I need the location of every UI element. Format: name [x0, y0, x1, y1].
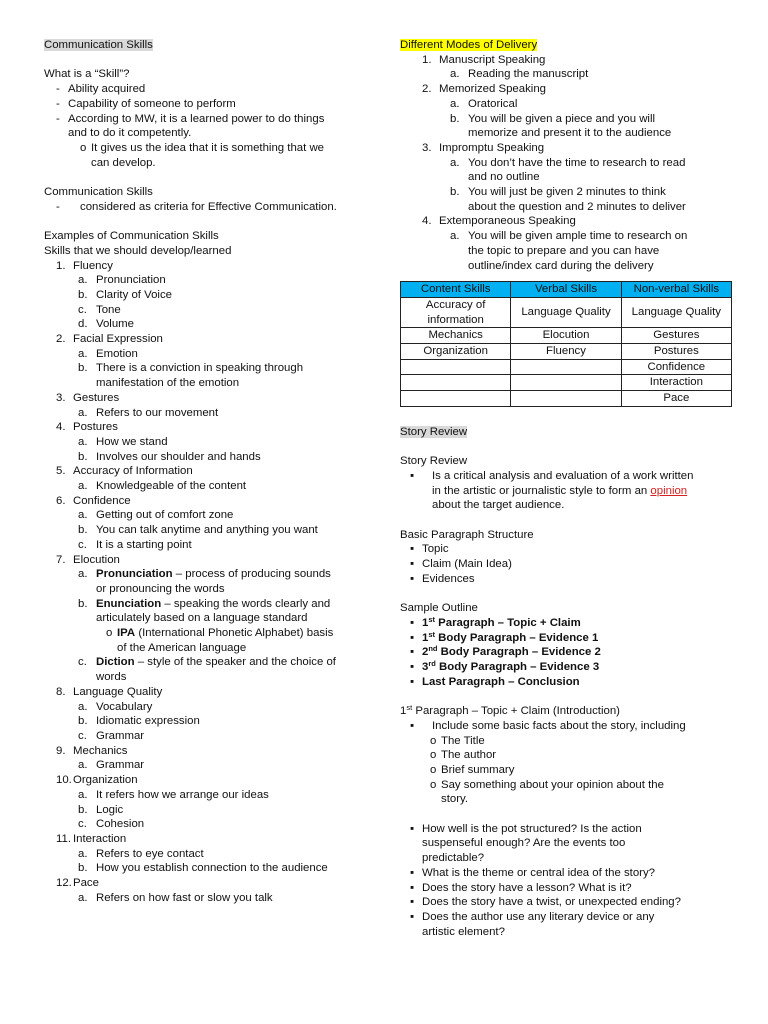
list-item-text: Getting out of comfort zone	[96, 509, 234, 522]
table-row	[401, 344, 732, 360]
letter-marker: b.	[78, 803, 88, 816]
number-marker: 3.	[56, 391, 66, 404]
list-item	[44, 288, 374, 303]
table-cell	[511, 391, 621, 407]
list-item-text: Claim (Main Idea)	[422, 558, 512, 571]
list-item-text: Mechanics	[73, 744, 128, 757]
letter-marker: b.	[78, 450, 88, 463]
circle-bullet-icon: o	[430, 749, 437, 762]
list-item-text: Ability acquired	[68, 83, 146, 96]
square-bullet-icon: ▪	[410, 881, 415, 894]
letter-marker: a.	[78, 891, 88, 904]
outline-text: 3rd Body Paragraph – Evidence 3	[422, 659, 600, 674]
number-marker: 11.	[56, 832, 71, 845]
list-item	[44, 729, 374, 744]
story-heading: Story Review	[400, 455, 468, 468]
letter-marker: a.	[78, 568, 88, 581]
skill-question: What is a “Skill”?	[44, 68, 130, 81]
list-item	[44, 406, 374, 421]
opinion-link-text: opinion	[650, 484, 688, 497]
list-item-text: Idiomatic expression	[96, 715, 200, 728]
list-item-text: Organization	[73, 774, 138, 787]
circle-bullet-icon: o	[80, 141, 87, 154]
list-item-text: Impromptu Speaking	[439, 141, 545, 154]
table-cell	[401, 359, 511, 375]
number-marker: 1.	[56, 259, 66, 272]
table-cell: Pace	[621, 391, 731, 407]
table-row	[401, 359, 732, 375]
table-cell: Organization	[401, 344, 511, 360]
list-item	[400, 141, 732, 156]
list-item-text: Does the story have a twist, or unexpected ending?	[422, 896, 681, 909]
list-item	[44, 685, 374, 700]
list-item	[400, 910, 732, 939]
modes-title: Different Modes of Delivery	[400, 39, 538, 51]
list-item	[44, 553, 374, 568]
list-item	[400, 156, 732, 185]
list-item-text: Enunciation – speaking the words clearly and articulately based on a language standard	[96, 597, 331, 625]
list-item-text: Does the author use any literary device or any artistic element?	[422, 911, 655, 938]
list-item-text: Accuracy of Information	[73, 465, 193, 478]
list-item-text: Fluency	[73, 259, 113, 272]
outline-list	[400, 616, 732, 690]
left-column	[44, 38, 374, 905]
list-item	[44, 273, 374, 288]
list-item-text: Oratorical	[468, 97, 518, 110]
circle-bullet-icon: o	[430, 778, 437, 791]
examples-heading: Examples of Communication Skills	[44, 230, 219, 243]
list-item-text: How well is the pot structured? Is the action suspenseful enough? Are the events too predictable?	[422, 822, 642, 865]
list-item	[400, 631, 732, 646]
number-marker: 5.	[56, 465, 66, 478]
letter-marker: a.	[78, 759, 88, 772]
square-bullet-icon: ▪	[410, 822, 415, 835]
number-marker: 1.	[422, 53, 432, 66]
cs-heading: Communication Skills	[44, 186, 153, 198]
list-item-text: What is the theme or central idea of the story?	[422, 866, 655, 879]
table-cell	[401, 391, 511, 407]
list-item	[400, 214, 732, 229]
list-item	[44, 626, 374, 655]
letter-marker: a.	[450, 230, 460, 243]
square-bullet-icon: ▪	[410, 866, 415, 879]
list-item-text: Clarity of Voice	[96, 288, 172, 301]
ordinal-suffix: rd	[428, 659, 436, 669]
square-bullet-icon: ▪	[410, 646, 415, 659]
square-bullet-icon: ▪	[410, 631, 415, 644]
list-item	[400, 67, 732, 82]
list-item	[44, 508, 374, 523]
list-item-text: Logic	[96, 803, 124, 816]
bps-list	[400, 542, 732, 586]
list-item	[400, 866, 732, 881]
list-item	[44, 847, 374, 862]
letter-marker: c.	[78, 730, 87, 742]
list-item-text: You don’t have the time to research to read and no outline	[468, 156, 686, 184]
list-item-text: The author	[441, 749, 497, 762]
list-item-text: Postures	[73, 421, 118, 434]
table-cell: Accuracy of information	[401, 297, 511, 327]
cs-point: - considered as criteria for Effective Communication.	[44, 200, 374, 215]
list-item	[400, 734, 732, 749]
list-item-text: Vocabulary	[96, 700, 153, 713]
list-item-text: Memorized Speaking	[439, 83, 546, 96]
ordinal-suffix: st	[428, 614, 436, 624]
page-title: Communication Skills	[44, 39, 153, 51]
list-item	[400, 822, 732, 866]
circle-bullet-icon: o	[430, 734, 437, 747]
list-item	[44, 82, 374, 97]
square-bullet-icon: ▪	[410, 896, 415, 909]
list-item-text: It refers how we arrange our ideas	[96, 788, 269, 801]
list-item	[44, 450, 374, 465]
list-item-text: Knowledgeable of the content	[96, 480, 247, 493]
number-marker: 2.	[422, 83, 432, 96]
letter-marker: c.	[78, 303, 87, 316]
list-item	[44, 420, 374, 435]
list-item-text: Pace	[73, 877, 99, 890]
examples-subheading: Skills that we should develop/learned	[44, 244, 232, 257]
list-item-text: Capability of someone to perform	[68, 97, 236, 110]
letter-marker: d.	[78, 318, 88, 331]
square-bullet-icon: ▪	[410, 558, 415, 571]
dash-marker: -	[56, 200, 60, 213]
list-item	[400, 97, 732, 112]
list-item-text: Confidence	[73, 494, 131, 507]
list-item-text: How we stand	[96, 435, 168, 448]
letter-marker: b.	[450, 112, 460, 125]
table-cell: Language Quality	[621, 297, 731, 327]
table-header-row	[401, 282, 732, 298]
list-item-text: You can talk anytime and anything you want	[96, 524, 318, 537]
table-cell	[401, 375, 511, 391]
number-marker: 12.	[56, 877, 72, 890]
list-item-text: Refers to eye contact	[96, 847, 204, 860]
number-marker: 9.	[56, 744, 66, 757]
list-item-text: Refers on how fast or slow you talk	[96, 891, 273, 904]
table-cell: Language Quality	[511, 297, 621, 327]
square-bullet-icon: ▪	[410, 661, 415, 674]
letter-marker: b.	[450, 186, 460, 199]
intro-subs-list	[400, 734, 732, 808]
letter-marker: b.	[78, 362, 88, 375]
table-cell: Postures	[621, 344, 731, 360]
ordinal-suffix: nd	[428, 644, 438, 654]
list-item	[400, 572, 732, 587]
list-item-text: You will be given ample time to research on the topic to prepare and you can have outline/index card during the delivery	[468, 230, 688, 272]
list-item-text: Grammar	[96, 730, 145, 742]
outline-heading: Sample Outline	[400, 602, 478, 615]
list-item	[44, 141, 374, 170]
list-item	[400, 763, 732, 778]
circle-bullet-icon: o	[430, 763, 437, 776]
list-item	[44, 479, 374, 494]
list-item	[400, 557, 732, 572]
outline-text: 1st Body Paragraph – Evidence 1	[422, 629, 599, 644]
list-item-text: Pronunciation – process of producing sounds or pronouncing the words	[96, 568, 331, 595]
list-item	[44, 744, 374, 759]
list-item	[44, 494, 374, 509]
list-item-text: Evidences	[422, 572, 475, 585]
list-item	[44, 361, 374, 390]
skill-points-list	[44, 82, 374, 170]
list-item	[400, 881, 732, 896]
list-item	[400, 53, 732, 68]
list-item	[44, 891, 374, 906]
list-item	[44, 861, 374, 876]
number-marker: 2.	[56, 333, 66, 346]
letter-marker: b.	[78, 862, 88, 875]
square-bullet-icon: ▪	[410, 543, 415, 556]
letter-marker: c.	[78, 538, 87, 551]
list-item	[400, 112, 732, 141]
list-item	[44, 876, 374, 891]
list-item-text: Cohesion	[96, 818, 145, 831]
list-item	[44, 112, 374, 141]
list-item-text: Facial Expression	[73, 333, 163, 346]
list-item	[400, 82, 732, 97]
intro-point: ▪ Include some basic facts about the story, including	[400, 719, 732, 734]
list-item	[44, 714, 374, 729]
list-item	[44, 464, 374, 479]
list-item-text: It is a starting point	[96, 538, 192, 551]
table-header-cell: Verbal Skills	[511, 282, 621, 298]
letter-marker: a.	[450, 68, 460, 81]
dash-marker: -	[56, 97, 60, 110]
number-marker: 4.	[56, 421, 66, 434]
number-marker: 7.	[56, 553, 66, 566]
table-row	[401, 375, 732, 391]
letter-marker: b.	[78, 715, 88, 728]
list-item-text: Refers to our movement	[96, 406, 219, 419]
outline-text: Last Paragraph – Conclusion	[422, 675, 580, 688]
list-item	[400, 895, 732, 910]
story-definition: ▪ Is a critical analysis and evaluation of a work written in the artistic or journalistic style to form an opinion about the target audience.	[400, 469, 732, 513]
outline-text: 2nd Body Paragraph – Evidence 2	[422, 644, 601, 659]
list-item	[44, 803, 374, 818]
table-cell: Gestures	[621, 328, 731, 344]
table-cell: Confidence	[621, 359, 731, 375]
number-marker: 4.	[422, 215, 432, 228]
list-item	[44, 317, 374, 332]
letter-marker: b.	[78, 597, 88, 610]
list-item	[44, 567, 374, 596]
square-bullet-icon: ▪	[410, 616, 415, 629]
table-cell	[511, 375, 621, 391]
list-item-text: The Title	[441, 734, 485, 747]
questions-list	[400, 822, 732, 940]
list-item-text: Volume	[96, 318, 134, 331]
letter-marker: c.	[78, 656, 87, 669]
list-item-text: Pronunciation	[96, 274, 166, 287]
table-cell: Fluency	[511, 344, 621, 360]
table-row	[401, 328, 732, 344]
list-item	[400, 748, 732, 763]
square-bullet-icon: ▪	[410, 911, 415, 923]
list-item	[400, 778, 732, 807]
list-item	[44, 597, 374, 626]
table-row	[401, 391, 732, 407]
list-item	[44, 259, 374, 274]
skills-list	[44, 259, 374, 906]
table-body	[401, 297, 732, 406]
list-item	[44, 97, 374, 112]
number-marker: 8.	[56, 685, 66, 698]
square-bullet-icon: ▪	[410, 719, 415, 732]
list-item	[400, 645, 732, 660]
list-item-text: IPA (International Phonetic Alphabet) basis of the American language	[117, 627, 334, 654]
square-bullet-icon: ▪	[410, 469, 415, 482]
list-item	[44, 773, 374, 788]
table-cell	[511, 359, 621, 375]
table-header-cell: Content Skills	[401, 282, 511, 298]
list-item	[44, 332, 374, 347]
table-header-cell: Non-verbal Skills	[621, 282, 731, 298]
outline-text: 1st Paragraph – Topic + Claim	[422, 614, 581, 629]
list-item-text: Tone	[96, 303, 121, 316]
list-item	[400, 542, 732, 557]
list-item-text: Emotion	[96, 347, 138, 360]
list-item	[44, 303, 374, 318]
right-column	[400, 38, 732, 939]
list-item-text: Interaction	[73, 832, 127, 845]
list-item-text: Topic	[422, 543, 449, 556]
dash-marker: -	[56, 83, 60, 96]
modes-list	[400, 53, 732, 274]
letter-marker: c.	[78, 818, 87, 831]
letter-marker: a.	[78, 700, 88, 713]
list-item-text: Reading the manuscript	[468, 68, 589, 81]
term: Enunciation	[96, 597, 162, 610]
number-marker: 3.	[422, 141, 432, 154]
letter-marker: a.	[450, 97, 460, 110]
table-cell: Elocution	[511, 328, 621, 344]
list-item-text: It gives us the idea that it is something that we can develop.	[91, 141, 325, 169]
list-item	[44, 435, 374, 450]
skills-table	[400, 281, 732, 407]
list-item-text: There is a conviction in speaking through manifestation of the emotion	[96, 362, 304, 390]
letter-marker: a.	[78, 788, 88, 801]
story-title: Story Review	[400, 425, 468, 438]
list-item	[44, 700, 374, 715]
list-item	[44, 347, 374, 362]
list-item-text: Language Quality	[73, 685, 163, 698]
list-item-text: Involves our shoulder and hands	[96, 450, 261, 463]
circle-bullet-icon: o	[106, 627, 113, 640]
list-item-text: Diction – style of the speaker and the choice of words	[96, 656, 336, 684]
number-marker: 10.	[56, 774, 72, 787]
letter-marker: b.	[78, 288, 88, 301]
list-item-text: How you establish connection to the audience	[96, 862, 328, 875]
letter-marker: a.	[78, 347, 88, 360]
list-item-text: Does the story have a lesson? What is it?	[422, 881, 632, 894]
letter-marker: a.	[78, 480, 88, 493]
bps-heading: Basic Paragraph Structure	[400, 528, 534, 541]
letter-marker: a.	[78, 509, 88, 522]
list-item-text: Extemporaneous Speaking	[439, 215, 576, 228]
table-row	[401, 297, 732, 327]
list-item	[400, 616, 732, 631]
list-item	[44, 655, 374, 684]
letter-marker: a.	[78, 847, 88, 860]
list-item-text: According to MW, it is a learned power to do things and to do it competently.	[68, 112, 325, 140]
term: Pronunciation	[96, 568, 173, 581]
square-bullet-icon: ▪	[410, 572, 415, 585]
list-item-text: Manuscript Speaking	[439, 53, 546, 66]
list-item	[44, 391, 374, 406]
letter-marker: a.	[78, 406, 88, 419]
list-item	[44, 788, 374, 803]
list-item-text: Gestures	[73, 391, 120, 404]
list-item-text: Brief summary	[441, 763, 515, 776]
list-item-text: Say something about your opinion about the story.	[441, 778, 664, 806]
square-bullet-icon: ▪	[410, 675, 415, 688]
ordinal-suffix: st	[428, 629, 436, 639]
list-item	[44, 538, 374, 553]
list-item-text: Grammar	[96, 759, 145, 772]
list-item-text: You will be given a piece and you will memorize and present it to the audience	[468, 112, 672, 140]
term: Diction	[96, 656, 135, 669]
list-item-text: You will just be given 2 minutes to think about the question and 2 minutes to deliver	[468, 186, 686, 213]
term: IPA	[117, 627, 136, 640]
intro-heading: 1st Paragraph – Topic + Claim (Introduction)	[400, 703, 620, 718]
list-item	[400, 675, 732, 690]
number-marker: 6.	[56, 494, 66, 507]
letter-marker: a.	[78, 274, 88, 287]
list-item-text: Elocution	[73, 553, 120, 566]
table-cell: Mechanics	[401, 328, 511, 344]
list-item	[400, 185, 732, 214]
letter-marker: b.	[78, 524, 88, 537]
table-cell: Interaction	[621, 375, 731, 391]
list-item	[44, 832, 374, 847]
list-item	[44, 523, 374, 538]
letter-marker: a.	[78, 435, 88, 448]
dash-marker: -	[56, 112, 60, 125]
list-item	[400, 660, 732, 675]
letter-marker: a.	[450, 156, 460, 169]
list-item	[44, 758, 374, 773]
list-item	[44, 817, 374, 832]
list-item	[400, 229, 732, 273]
